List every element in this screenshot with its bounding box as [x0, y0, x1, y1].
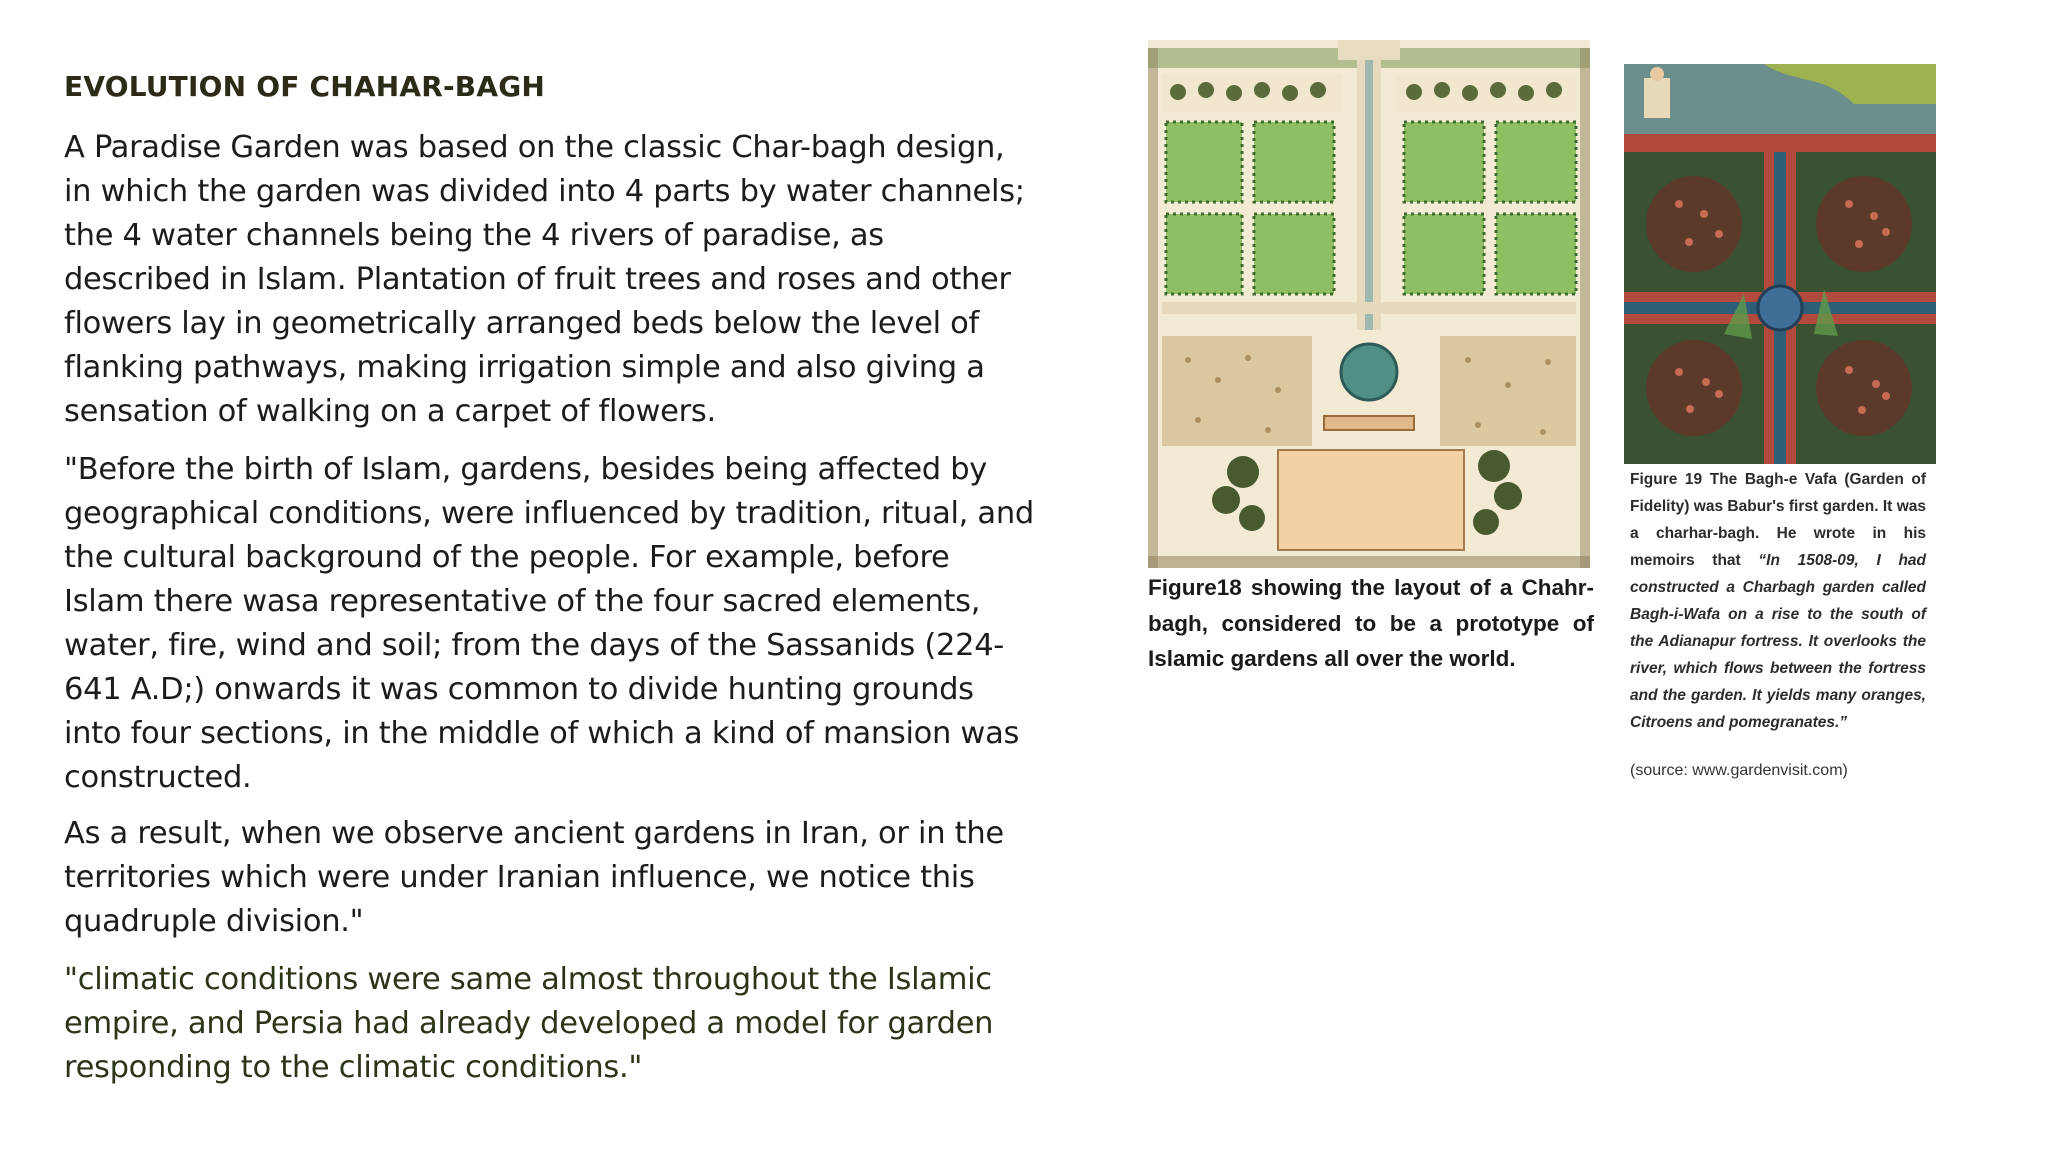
figure-19-source: (source: www.gardenvisit.com) [1630, 762, 1848, 779]
figure-19-caption-quote: “In 1508-09, I had constructed a Charbagh garden called Bagh-i-Wafa on a rise to the south of the Adianapur fortress. It overlooks the river, which flows between the fortress and the garden. It yields many oranges, Citroens and pomegranates.” [1630, 552, 1927, 731]
bagh-e-vafa-miniature-image [1624, 64, 1936, 464]
figure-18-caption: Figure18 showing the layout of a Chahr- bagh, considered to be a prototype of Islamic gardens all over the world. [1148, 575, 1594, 671]
paragraph-paradise-garden: A Paradise Garden was based on the classic Char-bagh design, in which the garden was divided into 4 parts by water channels; the 4 water channels being the 4 rivers of paradise, as described in Islam. Plantation of fruit trees and roses and other flowers lay in geometrically arranged beds below the level of flanking pathways, making irrigation simple and also giving a sensation of walking on a carpet of flowers. [64, 130, 1025, 429]
figure-19-caption [1630, 466, 1926, 736]
slide-title: EVOLUTION OF CHAHAR-BAGH [64, 70, 546, 103]
paragraph-climatic-conditions: "climatic conditions were same almost throughout the Islamic empire, and Persia had already developed a model for garden responding to the climatic conditions." [64, 962, 994, 1085]
paragraph-before-islam: "Before the birth of Islam, gardens, besides being affected by geographical conditions, were influenced by tradition, ritual, and the cultural background of the people. For example, before Islam there wasa representative of the four sacred elements, water, fire, wind and soil; from the days of the Sassanids (224-641 A.D;) onwards it was common to divide hunting grounds into four sections, in the middle of which a kind of mansion was constructed. [64, 452, 1034, 795]
charbagh-layout-plan-image [1148, 40, 1590, 568]
figure-19-caption-intro: Figure 19 The Bagh-e Vafa (Garden of Fidelity) was Babur's first garden. It was a charhar-bagh. He wrote in his memoirs that [1630, 471, 1926, 569]
paragraph-quadruple-division: As a result, when we observe ancient gardens in Iran, or in the territories which were under Iranian influence, we notice this quadruple division." [64, 816, 1004, 939]
